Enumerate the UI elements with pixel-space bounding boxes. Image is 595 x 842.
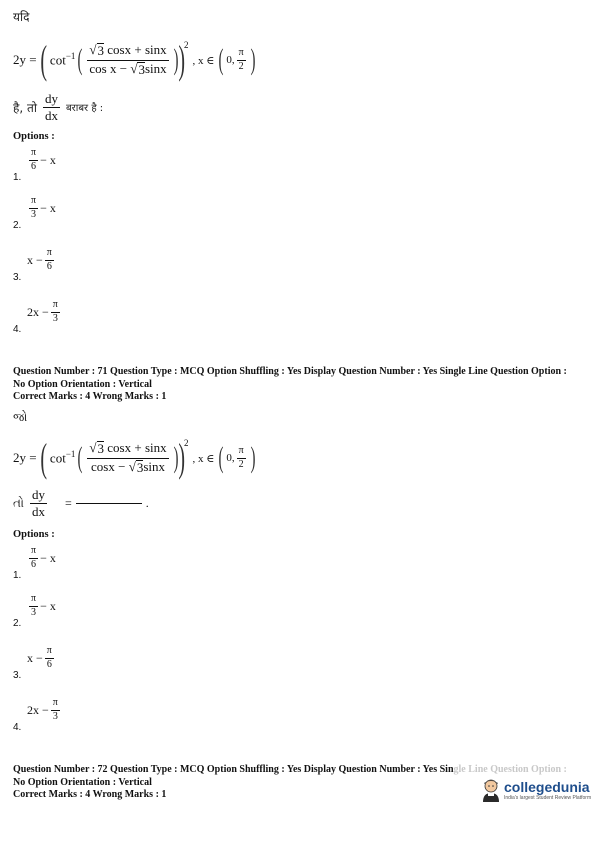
q70-domain: , x ∈ [192,54,215,67]
q70-option-4[interactable]: 2x − $\frac{\pi}{3}$ 4. [13,299,58,335]
student-mascot-icon [480,778,502,802]
q71-option-2[interactable]: $\frac{\pi}{3}$ − x 2. [13,593,56,629]
q70-option-2[interactable]: $\frac{\pi}{3}$ − x 2. [13,195,56,231]
q71-option-4[interactable]: 2x − $\frac{\pi}{3}$ 4. [13,697,58,733]
q71-blank [76,503,142,504]
q71-fraction: √ 3 cosx + sinx cosx − √ 3 sinx [89,440,167,475]
q70-option-3[interactable]: x − $\frac{\pi}{6}$ 3. [13,247,52,283]
collegedunia-logo [480,778,591,802]
logo-name: collegedunia [504,779,590,795]
q71-derivative-line: તો $\frac{dy}{dx}$ = . [13,487,149,519]
q72-meta: Question Number : 72 Question Type : MCQ Option Shuffling : Yes Display Question Number : Yes Single Line Question Option : No Option Orientation : Vertical Correct Marks : 4 Wrong Marks : 1 [13,764,567,800]
q71-dydx: $\frac{dy}{dx}$ [31,487,45,519]
q71-meta: Question Number : 71 Question Type : MCQ Option Shuffling : Yes Display Question Number : Yes Single Line Question Option : No Option Orientation : Vertical Correct Marks : 4 Wrong Marks : 1 [13,366,567,402]
q70-dydx: $\frac{dy}{dx}$ [44,91,58,123]
q70-option-1[interactable]: $\frac{\pi}{6}$ − x 1. [13,147,56,183]
q70-power: 2 [183,40,189,50]
q71-intro: જો [13,410,28,424]
q70-lhs: 2y = [13,52,37,67]
q70-cot: $\cot^{-1}$ [49,51,76,68]
q71-option-1[interactable]: $\frac{\pi}{6}$ − x 1. [13,545,56,581]
q70-options-label: Options : [13,131,55,142]
q70-intro: यदि [13,10,30,24]
q70-derivative-line: है, तो $\frac{dy}{dx}$ बराबर है : [13,91,104,123]
q70-fraction: √ 3 cosx + sinx cos x − √ 3 sinx [89,42,167,77]
q71-option-3[interactable]: x − $\frac{\pi}{6}$ 3. [13,645,52,681]
q70-equation: 2y = ( $\cot^{-1}$ ( √ 3 cosx + sinx cos x − √ 3 sinx ) ) 2 , x ∈ ( 0, $\frac{\pi}{2}$ ) [13,37,256,82]
logo-tagline: India's largest Student Review Platform [504,795,592,801]
q71-options-label: Options : [13,529,55,540]
q71-equation: 2y = ( $\cot^{-1}$ ( √ 3 cosx + sinx cosx − √ 3 sinx ) ) 2 , x ∈ ( 0, $\frac{\pi}{2}$ ) [13,435,256,480]
